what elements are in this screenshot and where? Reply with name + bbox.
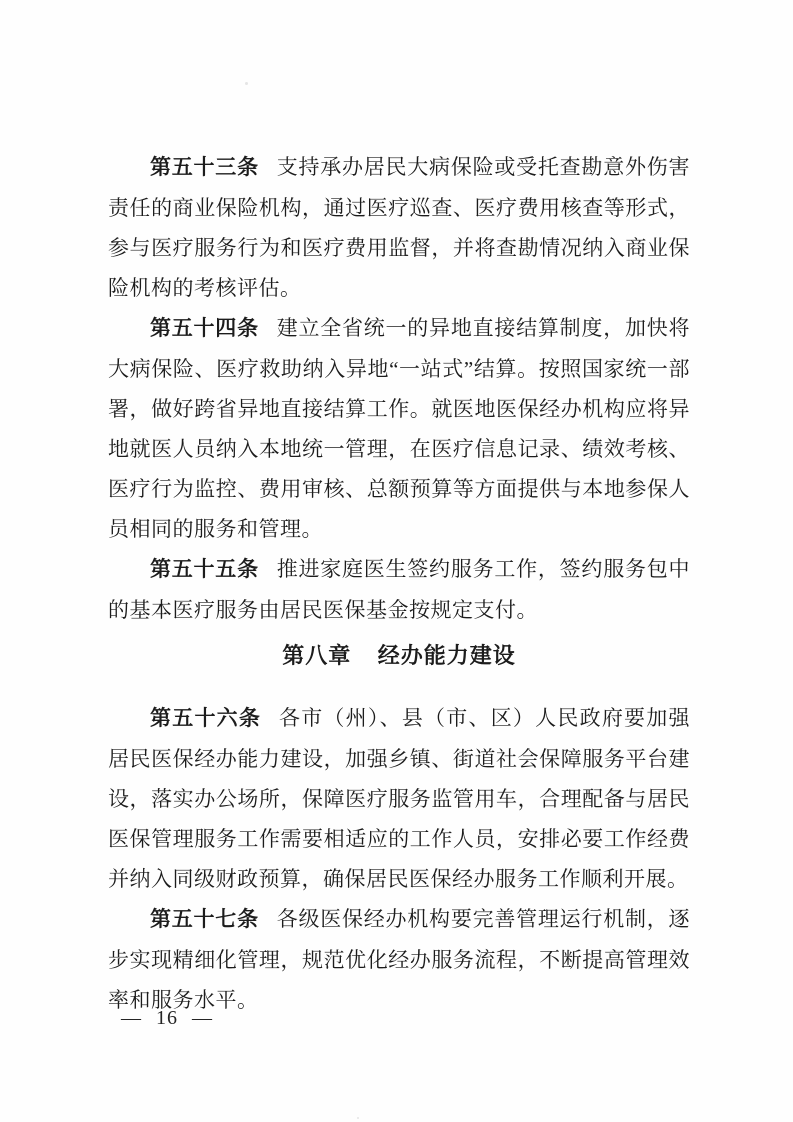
chapter-8-heading [108,636,690,676]
article-55-text: 推进家庭医生签约服务工作，签约服务包中的基本医疗服务由居民医保基金按规定支付。 [108,557,691,622]
scan-speckle [357,1117,359,1119]
scan-speckle [113,249,115,251]
article-56-paragraph [108,698,690,899]
article-56-label: 第五十六条 [150,707,262,730]
article-55-paragraph [108,549,690,630]
article-53-text: 支持承办居民大病保险或受托查勘意外伤害责任的商业保险机构，通过医疗巡查、医疗费用核查等形式，参与医疗服务行为和医疗费用监督，并将查勘情况纳入商业保险机构的考核评估。 [108,155,691,300]
scan-speckle [245,82,248,85]
article-57-text: 各级医保经办机构要完善管理运行机制，逐步实现精细化管理，规范优化经办服务流程，不断提高管理效率和服务水平。 [108,907,691,1012]
article-54-paragraph [108,308,690,549]
article-55-label: 第五十五条 [150,558,259,581]
article-54-label: 第五十四条 [150,317,259,340]
article-57-paragraph [108,899,690,1020]
article-54-text: 建立全省统一的异地直接结算制度，加快将大病保险、医疗救助纳入异地“一站式”结算。按照国家统一部署，做好跨省异地直接结算工作。就医地医保经办机构应将异地就医人员纳入本地统一管理，在医疗信息记录、绩效考核、医疗行为监控、费用审核、总额预算等方面提供与本地参保人员相同的服务和管理。 [108,316,691,541]
article-57-label: 第五十七条 [150,908,259,931]
chapter-8-number: 第八章 [282,643,352,668]
article-53-label: 第五十三条 [150,156,259,179]
page-number: — 16 — [121,1007,213,1029]
article-53-paragraph [108,147,690,308]
chapter-8-title: 经办能力建设 [377,643,516,668]
document-body [108,147,690,1020]
article-56-text: 各市（州）、县（市、区）人民政府要加强居民医保经办能力建设，加强乡镇、街道社会保障服务平台建设，落实办公场所，保障医疗服务监管用车，合理配备与居民医保管理服务工作需要相适应的工作人员，安排必要工作经费并纳入同级财政预算，确保居民医保经办服务工作顺利开展。 [108,706,691,891]
